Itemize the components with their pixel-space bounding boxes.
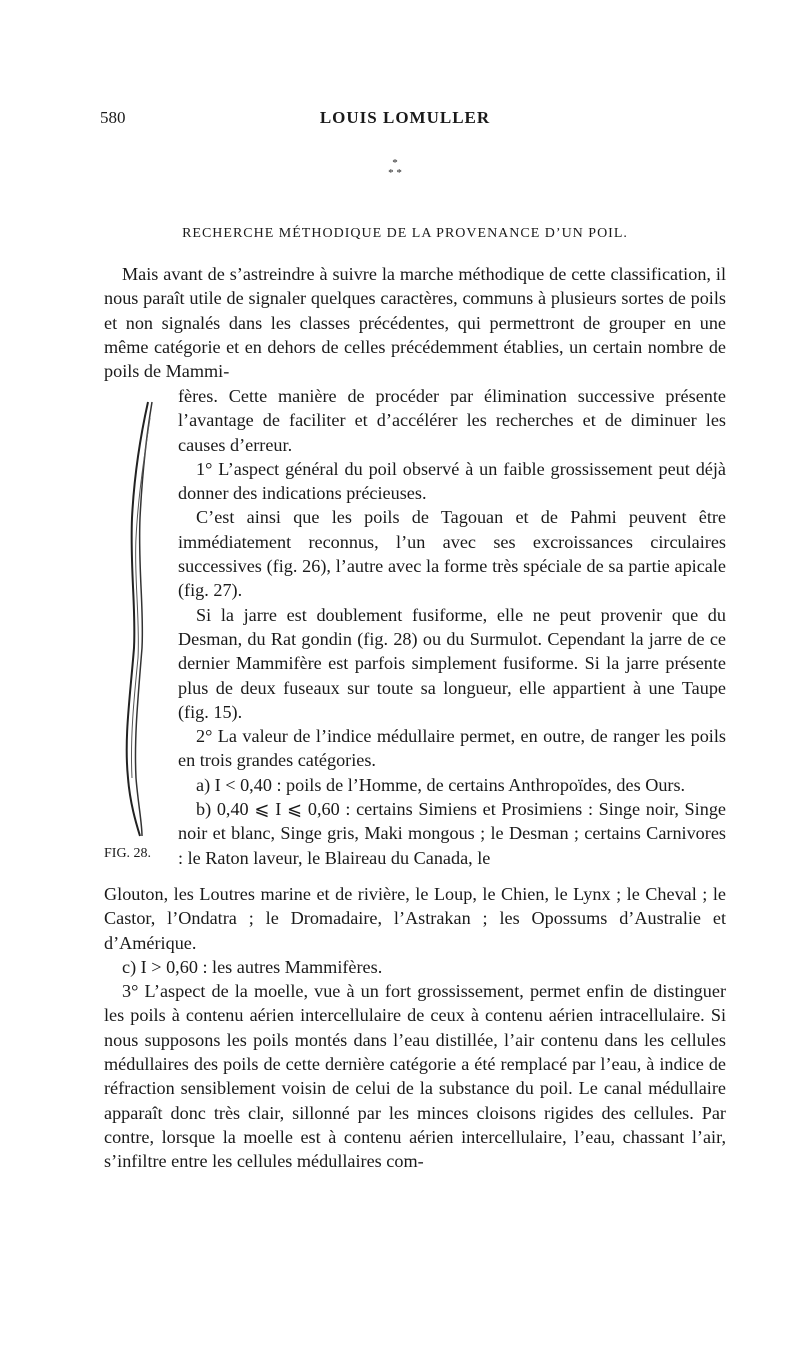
running-title: LOUIS LOMULLER: [319, 108, 491, 127]
paragraph: Mais avant de s’astreindre à suivre la marche méthodique de cette classification, il nous paraît utile de signaler quelques caractères, communs à plusieurs sortes de poils et non signalés dans les classes précédentes, qui permettront de grouper en une même catégorie et en dehors de celles précédemment établies, un certain nombre de poils de Mammi-: [104, 264, 726, 382]
paragraph: Glouton, les Loutres marine et de rivière, le Loup, le Chien, le Lynx ; le Cheval ; le Castor, l’Ondatra ; le Dromadaire, l’Astrakan ; les Opossums d’Australie et d’Amérique.: [104, 884, 726, 953]
figure-caption: FIG. 28.: [104, 846, 152, 861]
paragraph: 3° L’aspect de la moelle, vue à un fort grossissement, permet enfin de distinguer les poils à contenu aérien intercellulaire de ceux à contenu aérien intracellulaire. Si nous supposons les poils montés dans l’eau distillée, l’air contenu dans les cellules médullaires des poils de cette dernière catégorie a été remplacé par l’eau, à indice de réfraction sensiblement voisin de celui de la substance du poil. Le canal médullaire apparaît donc très clair, sillonné par les minces cloisons rigides des cellules. Par contre, lorsque la moelle est à contenu aérien intercellulaire, l’eau, chassant l’air, s’infiltre entre les cellules médullaires com-: [104, 981, 726, 1172]
paragraph: C’est ainsi que les poils de Tagouan et de Pahmi peuvent être immédiatement reconnus, l’un avec ses excroissances circulaires successives (fig. 26), l’autre avec la forme très spéciale de sa partie apicale (fig. 27).: [178, 507, 726, 601]
paragraph: 1° L’aspect général du poil observé à un faible grossissement peut déjà donner des indications précieuses.: [178, 458, 726, 504]
paragraph: a) I < 0,40 : poils de l’Homme, de certains Anthropoïdes, des Ours.: [196, 774, 686, 795]
paragraph: 2° La valeur de l’indice médullaire permet, en outre, de ranger les poils en trois grandes catégories.: [178, 726, 726, 771]
hair-outline-left: [127, 402, 148, 836]
text-block-narrow: [178, 384, 726, 870]
text-block-top: [104, 262, 726, 383]
page-number: 580: [100, 108, 126, 127]
paragraph: fères. Cette manière de procéder par élimination successive présente l’avantage de faciliter et d’accélérer les recherches et de diminuer les causes d’erreur.: [178, 386, 726, 455]
hair-figure: [112, 398, 172, 838]
paragraph: c) I > 0,60 : les autres Mammifères.: [122, 956, 383, 977]
page-header: [100, 108, 710, 132]
paragraph: b) 0,40 ⩽ I ⩽ 0,60 : certains Simiens et Prosimiens : Singe noir, Singe noir et blanc, Singe gris, Maki mongous ; le Desman ; certains Carnivores : le Raton laveur, le Blaireau du Canada, le: [178, 799, 726, 868]
asterism: [365, 158, 425, 178]
text-block-bottom: [104, 882, 726, 1174]
asterism-bottom: * *: [388, 167, 402, 179]
section-title: RECHERCHE MÉTHODIQUE DE LA PROVENANCE D’UN POIL.: [182, 226, 628, 241]
paragraph: Si la jarre est doublement fusiforme, elle ne peut provenir que du Desman, du Rat gondin (fig. 28) ou du Surmulot. Cependant la jarre de ce dernier Mammifère est parfois simplement fusiforme. Si la jarre présente plus de deux fuseaux sur toute sa longueur, elle appartient à une Taupe (fig. 15).: [178, 604, 726, 722]
asterism-top: *: [392, 157, 398, 169]
